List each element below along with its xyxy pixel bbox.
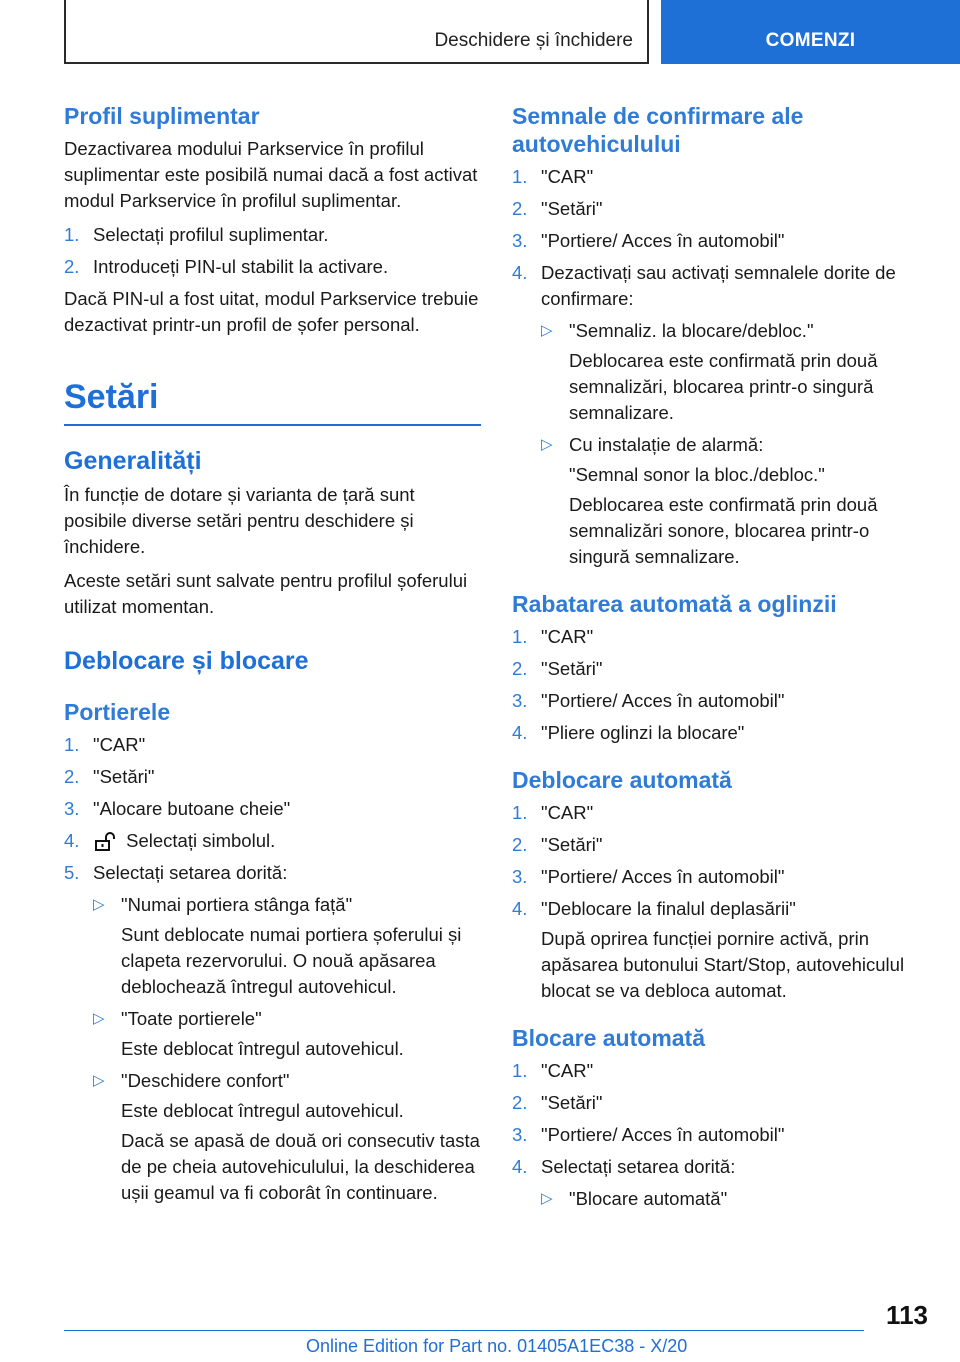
option-item: ▷ "Numai portiera stânga față" Sunt deblocate numai portiera șoferului și clapeta rezervorului. O nouă apăsarea deblochează întregul autovehicul. [93, 894, 462, 997]
list-item: 3. "Portiere/ Acces în automobil" [512, 866, 785, 887]
list-item: 2. "Setări" [512, 834, 603, 855]
left-column [64, 102, 481, 1212]
list-item: 2. "Setări" [512, 1092, 603, 1113]
list-item: 4. "Deblocare la finalul deplasării" După oprirea funcției pornire activă, prin apăsarea butonului Start/Stop, autovehiculul blocat se va debloca automat. [512, 898, 905, 1001]
autounlock-steps [512, 800, 932, 1004]
heading-rabatare-oglinzi: Rabatarea automată a oglinzii [512, 591, 837, 617]
list-item: 2. "Setări" [512, 198, 603, 219]
tab-comenzi[interactable] [661, 0, 960, 64]
tab-label: COMENZI [765, 30, 856, 51]
unlock-icon [93, 832, 121, 852]
autolock-steps [512, 1058, 932, 1212]
heading-setari: Setări [64, 378, 159, 416]
list-item: 2. "Setări" [64, 766, 155, 787]
list-item: 1. "CAR" [64, 734, 146, 755]
door-options [93, 892, 481, 1206]
list-item: 1. "CAR" [512, 166, 594, 187]
heading-blocare-automata: Blocare automată [512, 1025, 706, 1051]
signal-steps [512, 164, 932, 570]
signal-options [541, 318, 932, 570]
list-item: 3. "Portiere/ Acces în automobil" [512, 690, 785, 711]
footer-divider [64, 1330, 864, 1331]
list-item: 4. Selectați simbolul. [64, 830, 276, 851]
autolock-options [541, 1186, 932, 1212]
list-item: 1. "CAR" [512, 626, 594, 647]
option-item: ▷ Cu instalație de alarmă: "Semnal sonor la bloc./debloc." Deblocarea este confirmată prin două semnalizări sonore, blocarea printr-o singură semnalizare. [541, 434, 878, 567]
heading-portierele: Portierele [64, 699, 171, 725]
heading-deblocare-blocare: Deblocare și blocare [64, 647, 309, 675]
page-number: 113 [886, 1300, 928, 1330]
door-steps [64, 732, 481, 1206]
list-item: 4. Dezactivați sau activați semnalele dorite de confirmare: ▷ "Semnaliz. la blocare/debloc." Deblocarea este confirmată prin două semnalizări, blocarea printr-o singură semnalizare. ▷ Cu instalație de alarmă: "Semnal sonor la bloc./debloc." Deblocarea este confirmată prin două semnalizări sonore, blocarea printr-o singură semnalizare. [512, 260, 932, 570]
list-item: 2. "Setări" [512, 658, 603, 679]
heading-profil-suplimentar: Profil suplimentar [64, 103, 260, 129]
list-item: 3. "Portiere/ Acces în automobil" [512, 1124, 785, 1145]
footer-edition: Online Edition for Part no. 01405A1EC38 - X/20 [306, 1336, 688, 1356]
paragraph-general-1: În funcție de dotare și varianta de țară sunt posibile diverse setări pentru deschidere și închidere. [64, 484, 415, 557]
paragraph-profil: Dezactivarea modului Parkservice în profilul suplimentar este posibilă numai dacă a fost activat modul Parkservice în profilul suplimentar. [64, 138, 478, 211]
option-item: ▷ "Toate portierele" Este deblocat întregul autovehicul. [93, 1008, 404, 1059]
paragraph-general-2: Aceste setări sunt salvate pentru profilul șoferului utilizat momentan. [64, 570, 468, 617]
option-item: ▷ "Semnaliz. la blocare/debloc." Deblocarea este confirmată prin două semnalizări, blocarea printr-o singură semnalizare. [541, 320, 878, 423]
paragraph-pin: Dacă PIN-ul a fost uitat, modul Parkservice trebuie dezactivat printr-un profil de șofer personal. [64, 288, 479, 335]
list-item: 1. "CAR" [512, 1060, 594, 1081]
list-item: 4. "Pliere oglinzi la blocare" [512, 722, 745, 743]
list-item: 1. "CAR" [512, 802, 594, 823]
heading-deblocare-automata: Deblocare automată [512, 767, 732, 793]
heading-semnale: Semnale de confirmare ale autovehiculului [512, 103, 804, 157]
header-title: Deschidere și închidere [434, 30, 633, 51]
option-item: ▷ "Deschidere confort" Este deblocat întregul autovehicul. Dacă se apasă de două ori consecutiv tasta de pe cheia autovehiculului, la deschiderea ușii geamul va fi coborât în continuare. [93, 1070, 480, 1203]
list-item: 3. "Alocare butoane cheie" [64, 798, 291, 819]
header-frame [64, 0, 649, 64]
profile-steps [64, 222, 481, 280]
right-column [512, 102, 932, 1218]
mirror-steps [512, 624, 932, 746]
heading-generalitati: Generalități [64, 447, 202, 475]
list-item: 1. Selectați profilul suplimentar. [64, 224, 329, 245]
option-item: ▷ "Blocare automată" [541, 1188, 728, 1209]
list-item: 3. "Portiere/ Acces în automobil" [512, 230, 785, 251]
list-item: 5. Selectați setarea dorită: ▷ "Numai portiera stânga față" Sunt deblocate numai portiera șoferului și clapeta rezervorului. O nouă apăsarea deblochează întregul autovehicul. ▷ "Toate portierele" Este deblocat întregul autovehicul. ▷ "Deschidere confort" Este deblocat întregul autovehicul. Dacă se apasă de două ori consecutiv tasta de pe cheia autovehiculului, la deschiderea ușii geamul va fi coborât în continuare. [64, 860, 481, 1206]
list-item: 2. Introduceți PIN-ul stabilit la activare. [64, 256, 389, 277]
list-item: 4. Selectați setarea dorită: ▷ "Blocare automată" [512, 1154, 932, 1212]
